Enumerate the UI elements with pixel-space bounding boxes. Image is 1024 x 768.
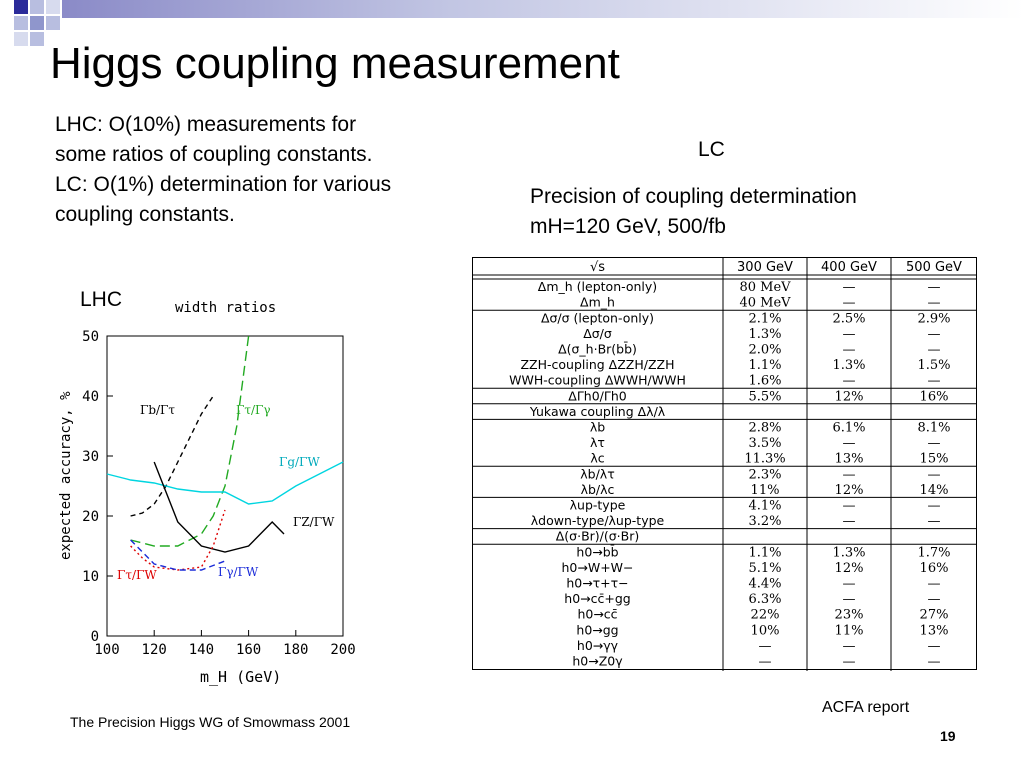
table-value-cell: 13% bbox=[834, 451, 864, 467]
table-row-label: λup-type bbox=[569, 497, 626, 513]
lc-heading: LC bbox=[698, 138, 725, 161]
slide-title: Higgs coupling measurement bbox=[50, 39, 620, 88]
table-value-cell: 27% bbox=[919, 607, 949, 623]
table-row-label: h0→cc̄ bbox=[577, 606, 618, 622]
table-value-cell: 8.1% bbox=[917, 420, 951, 436]
summary-line: some ratios of coupling constants. bbox=[55, 143, 373, 166]
y-tick-label: 40 bbox=[82, 389, 99, 405]
table-value-cell: 80 MeV bbox=[739, 280, 791, 296]
table-value-cell: 1.3% bbox=[832, 358, 866, 374]
table-value-cell: 2.0% bbox=[748, 342, 782, 358]
table-header-cell: 400 GeV bbox=[821, 260, 877, 275]
precision-table bbox=[472, 257, 978, 671]
table-value-cell: 11.3% bbox=[744, 451, 786, 467]
table-value-cell: 1.3% bbox=[748, 326, 782, 342]
width-ratios-chart bbox=[50, 290, 360, 690]
series-annotation: Γτ/Γγ bbox=[236, 403, 271, 417]
table-row-label: Yukawa coupling Δλ/λ bbox=[529, 403, 666, 419]
y-tick-label: 50 bbox=[82, 329, 99, 345]
table-value-cell: — bbox=[927, 592, 941, 608]
precision-line-2: mH=120 GeV, 500/fb bbox=[530, 215, 726, 238]
series-group bbox=[107, 336, 343, 570]
table-value-cell: 3.5% bbox=[748, 436, 782, 452]
table-row-label: λc bbox=[590, 450, 605, 466]
x-axis bbox=[94, 630, 355, 658]
table-row-label: ZZH-coupling ΔZZH/ZZH bbox=[520, 357, 675, 373]
table-value-cell: 2.3% bbox=[748, 467, 782, 483]
series-line bbox=[154, 462, 284, 552]
table-value-cell: — bbox=[842, 576, 856, 592]
table-row-label: h0→cc̄+gg bbox=[564, 591, 631, 607]
table-value-cell: — bbox=[927, 654, 941, 670]
table-value-cell: 5.1% bbox=[748, 560, 782, 576]
table-row-label: Δm_h bbox=[580, 294, 615, 310]
summary-line: coupling constants. bbox=[55, 203, 235, 226]
table-row-label: h0→γγ bbox=[576, 637, 619, 653]
table-row-label: ΔΓh0/Γh0 bbox=[568, 388, 627, 404]
table-value-cell: — bbox=[842, 280, 856, 296]
table-value-cell: — bbox=[842, 295, 856, 311]
precision-caption bbox=[530, 182, 857, 242]
table-value-cell: 16% bbox=[919, 560, 949, 576]
table-value-cell: 12% bbox=[834, 389, 864, 405]
y-tick-label: 20 bbox=[82, 509, 99, 525]
footer-text: The Precision Higgs WG of Smowmass 2001 bbox=[70, 714, 351, 730]
y-axis-label: expected accuracy, % bbox=[58, 391, 74, 560]
table-value-cell: — bbox=[927, 436, 941, 452]
table-row-label: h0→τ+τ− bbox=[566, 575, 629, 591]
table-value-cell: 1.6% bbox=[748, 373, 782, 389]
y-tick-label: 10 bbox=[82, 569, 99, 585]
table-value-cell: — bbox=[758, 654, 772, 670]
table-value-cell: 11% bbox=[834, 623, 864, 639]
table-value-cell: 1.1% bbox=[748, 358, 782, 374]
table-value-cell: — bbox=[842, 342, 856, 358]
table-value-cell: — bbox=[842, 436, 856, 452]
table-row-label: λτ bbox=[590, 435, 605, 451]
table-value-cell: 16% bbox=[919, 389, 949, 405]
table-source: ACFA report bbox=[822, 699, 910, 716]
table-value-cell: — bbox=[927, 514, 941, 530]
table-value-cell: — bbox=[927, 342, 941, 358]
table-value-cell: — bbox=[842, 467, 856, 483]
summary-line: LC: O(1%) determination for various bbox=[55, 173, 392, 196]
table-row-label: h0→gg bbox=[576, 622, 619, 638]
y-axis bbox=[82, 329, 113, 645]
y-tick-label: 30 bbox=[82, 449, 99, 465]
table-header-cell: 500 GeV bbox=[906, 260, 962, 275]
precision-line-1: Precision of coupling determination bbox=[530, 185, 857, 208]
series-line bbox=[131, 540, 225, 570]
title-gradient-bar bbox=[62, 0, 1024, 18]
x-tick-label: 120 bbox=[141, 642, 167, 658]
chart-title: width ratios bbox=[175, 300, 277, 316]
x-tick-label: 100 bbox=[94, 642, 120, 658]
table-value-cell: 12% bbox=[834, 560, 864, 576]
table-row-label: λdown-type/λup-type bbox=[530, 513, 665, 529]
table-value-cell: 40 MeV bbox=[739, 295, 791, 311]
table-value-cell: 6.3% bbox=[748, 592, 782, 608]
summary-text bbox=[55, 110, 475, 230]
x-tick-label: 160 bbox=[235, 642, 262, 658]
table-value-cell: 3.2% bbox=[748, 514, 782, 530]
table-value-cell: — bbox=[842, 514, 856, 530]
x-tick-label: 200 bbox=[330, 642, 356, 658]
table-value-cell: — bbox=[927, 280, 941, 296]
y-tick-label: 0 bbox=[90, 629, 99, 645]
table-value-cell: 5.5% bbox=[748, 389, 782, 405]
table-row-label: Δ(σ·Br)/(σ·Br) bbox=[555, 528, 640, 544]
table-value-cell: 1.5% bbox=[917, 358, 951, 374]
table-row-label: h0→W+W− bbox=[561, 559, 634, 575]
table-value-cell: 4.1% bbox=[748, 498, 782, 514]
table-value-cell: — bbox=[842, 592, 856, 608]
table-value-cell: — bbox=[927, 373, 941, 389]
table-row-label: Δσ/σ bbox=[583, 325, 612, 341]
table-row-label: λb bbox=[589, 419, 606, 435]
series-annotation: ΓZ/ΓW bbox=[293, 515, 335, 529]
series-annotation: Γg/ΓW bbox=[279, 455, 320, 469]
table-value-cell: 2.9% bbox=[917, 311, 951, 327]
table-value-cell: 10% bbox=[750, 623, 780, 639]
table-row-label: Δm_h (lepton-only) bbox=[537, 279, 658, 295]
table-value-cell: — bbox=[842, 498, 856, 514]
table-value-cell: — bbox=[758, 638, 772, 654]
table-value-cell: 4.4% bbox=[748, 576, 782, 592]
table-value-cell: 13% bbox=[919, 623, 949, 639]
table-value-cell: 12% bbox=[834, 482, 864, 498]
table-value-cell: — bbox=[927, 498, 941, 514]
table-row-label: Δ(σ_h·Br(bb̄) bbox=[558, 341, 637, 357]
table-value-cell: 1.1% bbox=[748, 545, 782, 561]
table-value-cell: — bbox=[842, 373, 856, 389]
table-row-label: h0→bb̄ bbox=[576, 544, 619, 560]
table-value-cell: — bbox=[927, 326, 941, 342]
table-value-cell: — bbox=[927, 295, 941, 311]
series-line bbox=[131, 336, 249, 546]
table-value-cell: 15% bbox=[919, 451, 949, 467]
page-number: 19 bbox=[940, 728, 956, 744]
table-value-cell: 1.7% bbox=[917, 545, 951, 561]
table-row-label: λb/λc bbox=[580, 481, 615, 497]
table-value-cell: — bbox=[842, 326, 856, 342]
table-value-cell: 14% bbox=[919, 482, 949, 498]
table-value-cell: 23% bbox=[834, 607, 864, 623]
x-tick-label: 140 bbox=[188, 642, 215, 658]
table-row-label: λb/λτ bbox=[580, 466, 615, 482]
table-value-cell: 2.1% bbox=[748, 311, 782, 327]
lhc-heading: LHC bbox=[80, 288, 123, 311]
table-value-cell: — bbox=[842, 654, 856, 670]
table-value-cell: — bbox=[927, 638, 941, 654]
series-annotation: Γτ/ΓW bbox=[117, 568, 157, 582]
summary-line: LHC: O(10%) measurements for bbox=[55, 113, 357, 136]
table-value-cell: 2.5% bbox=[832, 311, 866, 327]
x-axis-label: m_H (GeV) bbox=[200, 668, 282, 686]
table-value-cell: 11% bbox=[750, 482, 780, 498]
table-value-cell: — bbox=[927, 576, 941, 592]
series-annotation: Γb/Γτ bbox=[140, 403, 176, 417]
table-value-cell: 2.8% bbox=[748, 420, 782, 436]
series-annotation: Γγ/ΓW bbox=[218, 565, 259, 579]
table-value-cell: 1.3% bbox=[832, 545, 866, 561]
table-row-label: WWH-coupling ΔWWH/WWH bbox=[509, 372, 686, 388]
table-header-cell: 300 GeV bbox=[737, 260, 793, 275]
table-value-cell: — bbox=[927, 467, 941, 483]
table-value-cell: 22% bbox=[750, 607, 780, 623]
table-header-cell: √s bbox=[589, 260, 606, 275]
x-tick-label: 180 bbox=[283, 642, 309, 658]
table-value-cell: 6.1% bbox=[832, 420, 866, 436]
table-row-label: h0→Z0γ bbox=[572, 653, 623, 669]
table-value-cell: — bbox=[842, 638, 856, 654]
table-row-label: Δσ/σ (lepton-only) bbox=[540, 310, 655, 326]
